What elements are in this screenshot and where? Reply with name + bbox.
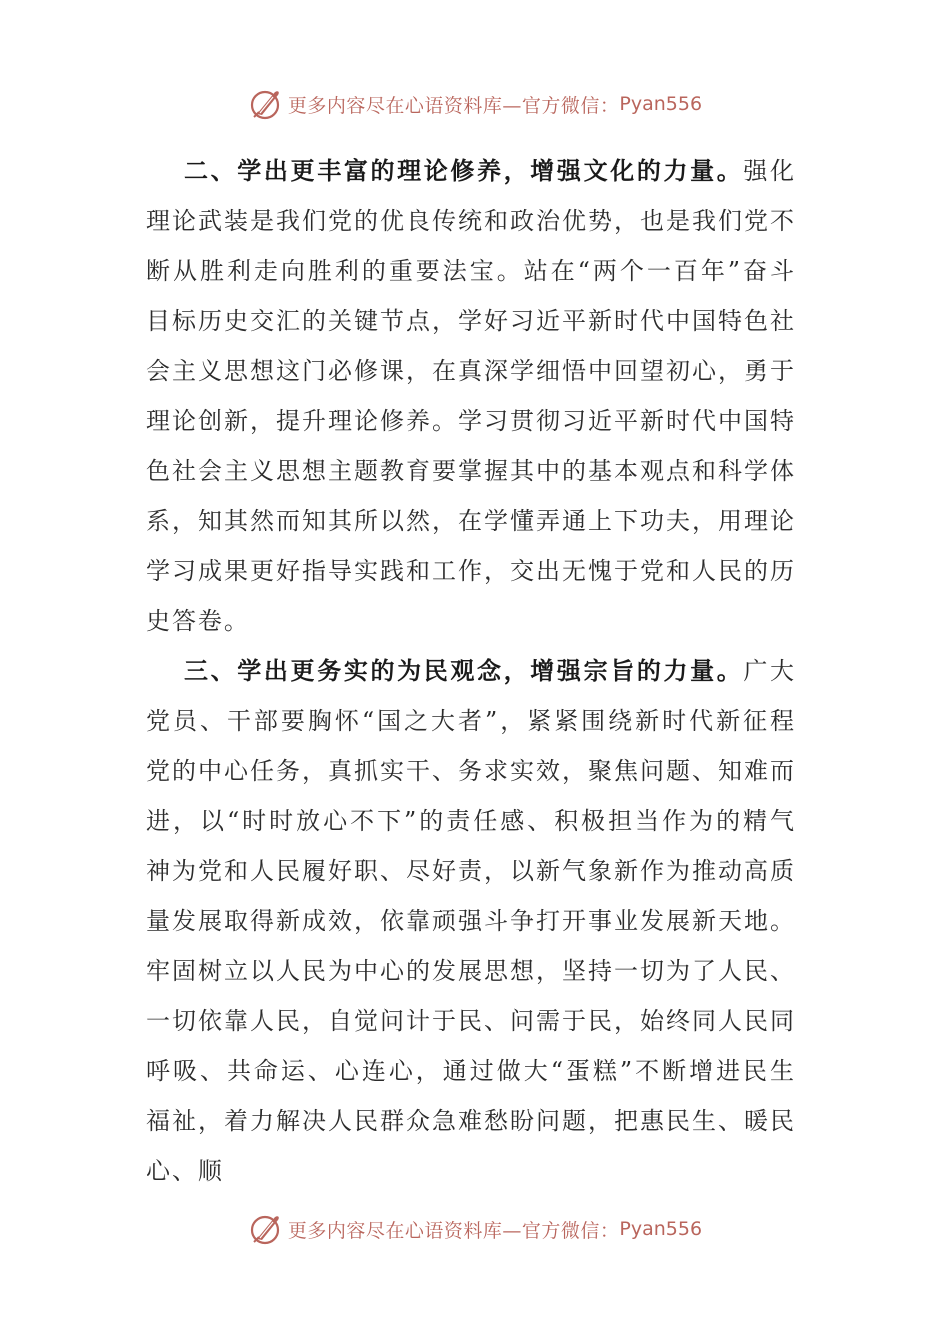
paragraph-section-two — [146, 146, 796, 646]
watermark-wechat-id: Pyan556 — [619, 1218, 703, 1240]
feather-pen-seal-icon — [248, 86, 284, 122]
paragraph-text: 强化理论武装是我们党的优良传统和政治优势，也是我们党不断从胜利走向胜利的重要法宝。站在“两个一百年”奋斗目标历史交汇的关键节点，学好习近平新时代中国特色社会主义思想这门必修课，在真深学细悟中回望初心，勇于理论创新，提升理论修养。学习贯彻习近平新时代中国特色社会主义思想主题教育要掌握其中的基本观点和科学体系，知其然而知其所以然，在学懂弄通上下功夫，用理论学习成果更好指导实践和工作，交出无愧于党和人民的历史答卷。 — [146, 157, 796, 635]
watermark-text: 更多内容尽在心语资料库—官方微信： — [287, 94, 620, 117]
paragraph-text: 广大党员、干部要胸怀“国之大者”，紧紧围绕新时代新征程党的中心任务，真抓实干、务求实效，聚焦问题、知难而进，以“时时放心不下”的责任感、积极担当作为的精气神为党和人民履好职、尽好责，以新气象新作为推动高质量发展取得新成效，依靠顽强斗争打开事业发展新天地。牢固树立以人民为中心的发展思想，坚持一切为了人民、一切依靠人民，自觉问计于民、问需于民，始终同人民同呼吸、共命运、心连心，通过做大“蛋糕”不断增进民生福祉，着力解决人民群众急难愁盼问题，把惠民生、暖民心、顺 — [146, 657, 796, 1185]
watermark-wechat-id: Pyan556 — [619, 93, 703, 115]
paragraph-section-three — [146, 646, 796, 1196]
feather-pen-seal-icon — [248, 1211, 284, 1247]
watermark-banner-bottom — [0, 1209, 950, 1249]
section-heading: 三、学出更务实的为民观念，增强宗旨的力量。 — [184, 656, 744, 685]
section-heading: 二、学出更丰富的理论修养，增强文化的力量。 — [184, 156, 744, 185]
watermark-banner-top — [0, 84, 950, 124]
document-body — [146, 146, 796, 1196]
watermark-text: 更多内容尽在心语资料库—官方微信： — [287, 1219, 620, 1242]
